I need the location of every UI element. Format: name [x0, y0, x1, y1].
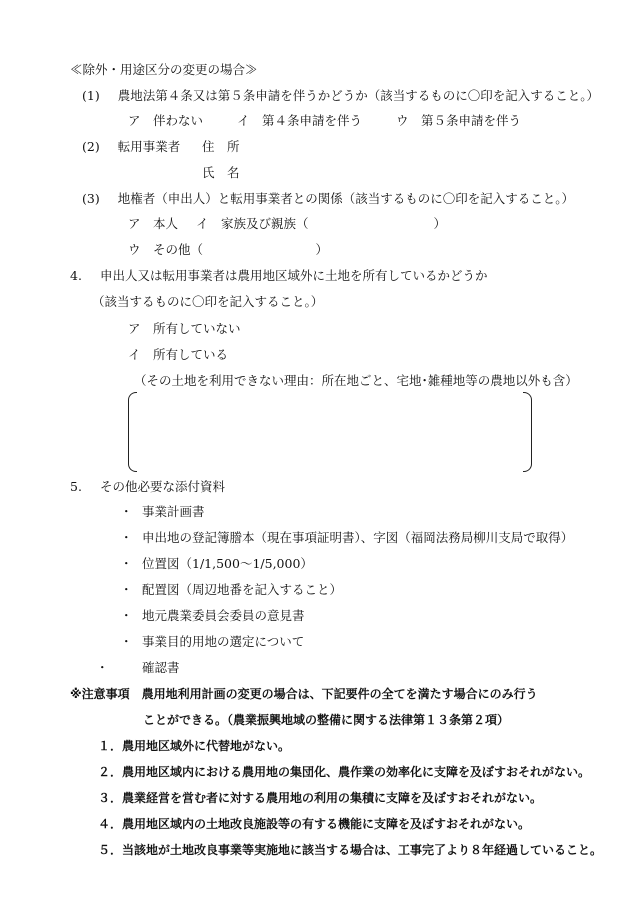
list-item: ・ 申出地の登記簿謄本（現在事項証明書）、字図（福岡法務局柳川支局で取得）: [120, 530, 574, 545]
notice-item: １．農用地区域外に代替地がない。: [98, 739, 291, 753]
q3-option-c: ウ その他（ ）: [128, 242, 329, 257]
q2-number: (2): [82, 139, 100, 154]
notice-heading: ※注意事項 農用地利用計画の変更の場合は、下記要件の全てを満たす場合にのみ行う: [70, 687, 538, 701]
q5-number: 5.: [70, 479, 82, 494]
notice-item: ４．農用地区域内の土地改良施設等の有する機能に支障を及ぼすおそれがない。: [98, 817, 531, 831]
q5-line: [70, 479, 225, 495]
q1-number: (1): [82, 88, 100, 103]
q1-text: 農地法第４条又は第５条申請を伴うかどうか（該当するものに〇印を記入すること。）: [117, 88, 599, 103]
reason-entry-box[interactable]: [128, 392, 532, 470]
right-bracket: [523, 392, 532, 472]
notice-item: ２．農用地区域内における農用地の集団化、農作業の効率化に支障を及ぼすおそれがない。: [98, 765, 591, 779]
q3-text: 地権者（申出人）と転用事業者との関係（該当するものに〇印を記入すること。）: [117, 191, 574, 206]
q3-options-row1: [128, 216, 446, 232]
notice-heading-cont: ことができる。（農業振興地域の整備に関する法律第１３条第２項）: [143, 713, 510, 727]
list-item: ・ 事業目的用地の選定について: [120, 634, 305, 649]
q3-number: (3): [82, 191, 100, 206]
notice-item: ５．当該地が土地改良事業等実施地に該当する場合は、工事完了より８年経過していること。: [98, 843, 603, 857]
left-bracket: [128, 392, 137, 472]
q4-number: 4.: [70, 268, 82, 283]
q4-reason: （その土地を利用できない理由：所在地ごと、宅地･雑種地等の農地以外も含）: [134, 373, 578, 388]
q3-option-a: ア 本人: [128, 216, 179, 231]
q1-options: [128, 113, 521, 129]
notice-item: ３．農業経営を営む者に対する農用地の利用の集積に支障を及ぼすおそれがない。: [98, 791, 543, 805]
q1-option-c: ウ 第５条申請を伴う: [396, 113, 522, 128]
q4-option-b: イ 所有している: [128, 347, 229, 362]
list-item: ・ 地元農業委員会委員の意見書: [120, 608, 305, 623]
q5-text: その他必要な添付資料: [99, 479, 225, 494]
q4-note: （該当するものに〇印を記入すること。）: [92, 294, 324, 309]
q2-address-label: 住 所: [202, 139, 240, 154]
q3-line: [82, 191, 574, 207]
q4-text: 申出人又は転用事業者は農用地区域外に土地を所有しているかどうか: [99, 268, 488, 283]
q1-option-a: ア 伴わない: [128, 113, 204, 128]
q4-option-a: ア 所有していない: [128, 321, 241, 336]
q3-option-b: イ 家族及び親族（ ）: [196, 216, 447, 231]
section-title: ≪除外・用途区分の変更の場合≫: [70, 62, 258, 77]
list-item: ・ 確認書: [96, 660, 180, 675]
q2-text: 転用事業者: [117, 139, 181, 154]
q2-line: [82, 139, 180, 155]
list-item: ・ 事業計画書: [120, 504, 205, 519]
list-item: ・ 位置図（1/1,500～1/5,000）: [120, 556, 313, 571]
q1-option-b: イ 第４条申請を伴う: [237, 113, 363, 128]
q4-line: [70, 268, 487, 284]
q1-line: [82, 88, 599, 104]
q2-name-label: 氏 名: [202, 165, 240, 180]
list-item: ・ 配置図（周辺地番を記入すること）: [120, 582, 343, 597]
